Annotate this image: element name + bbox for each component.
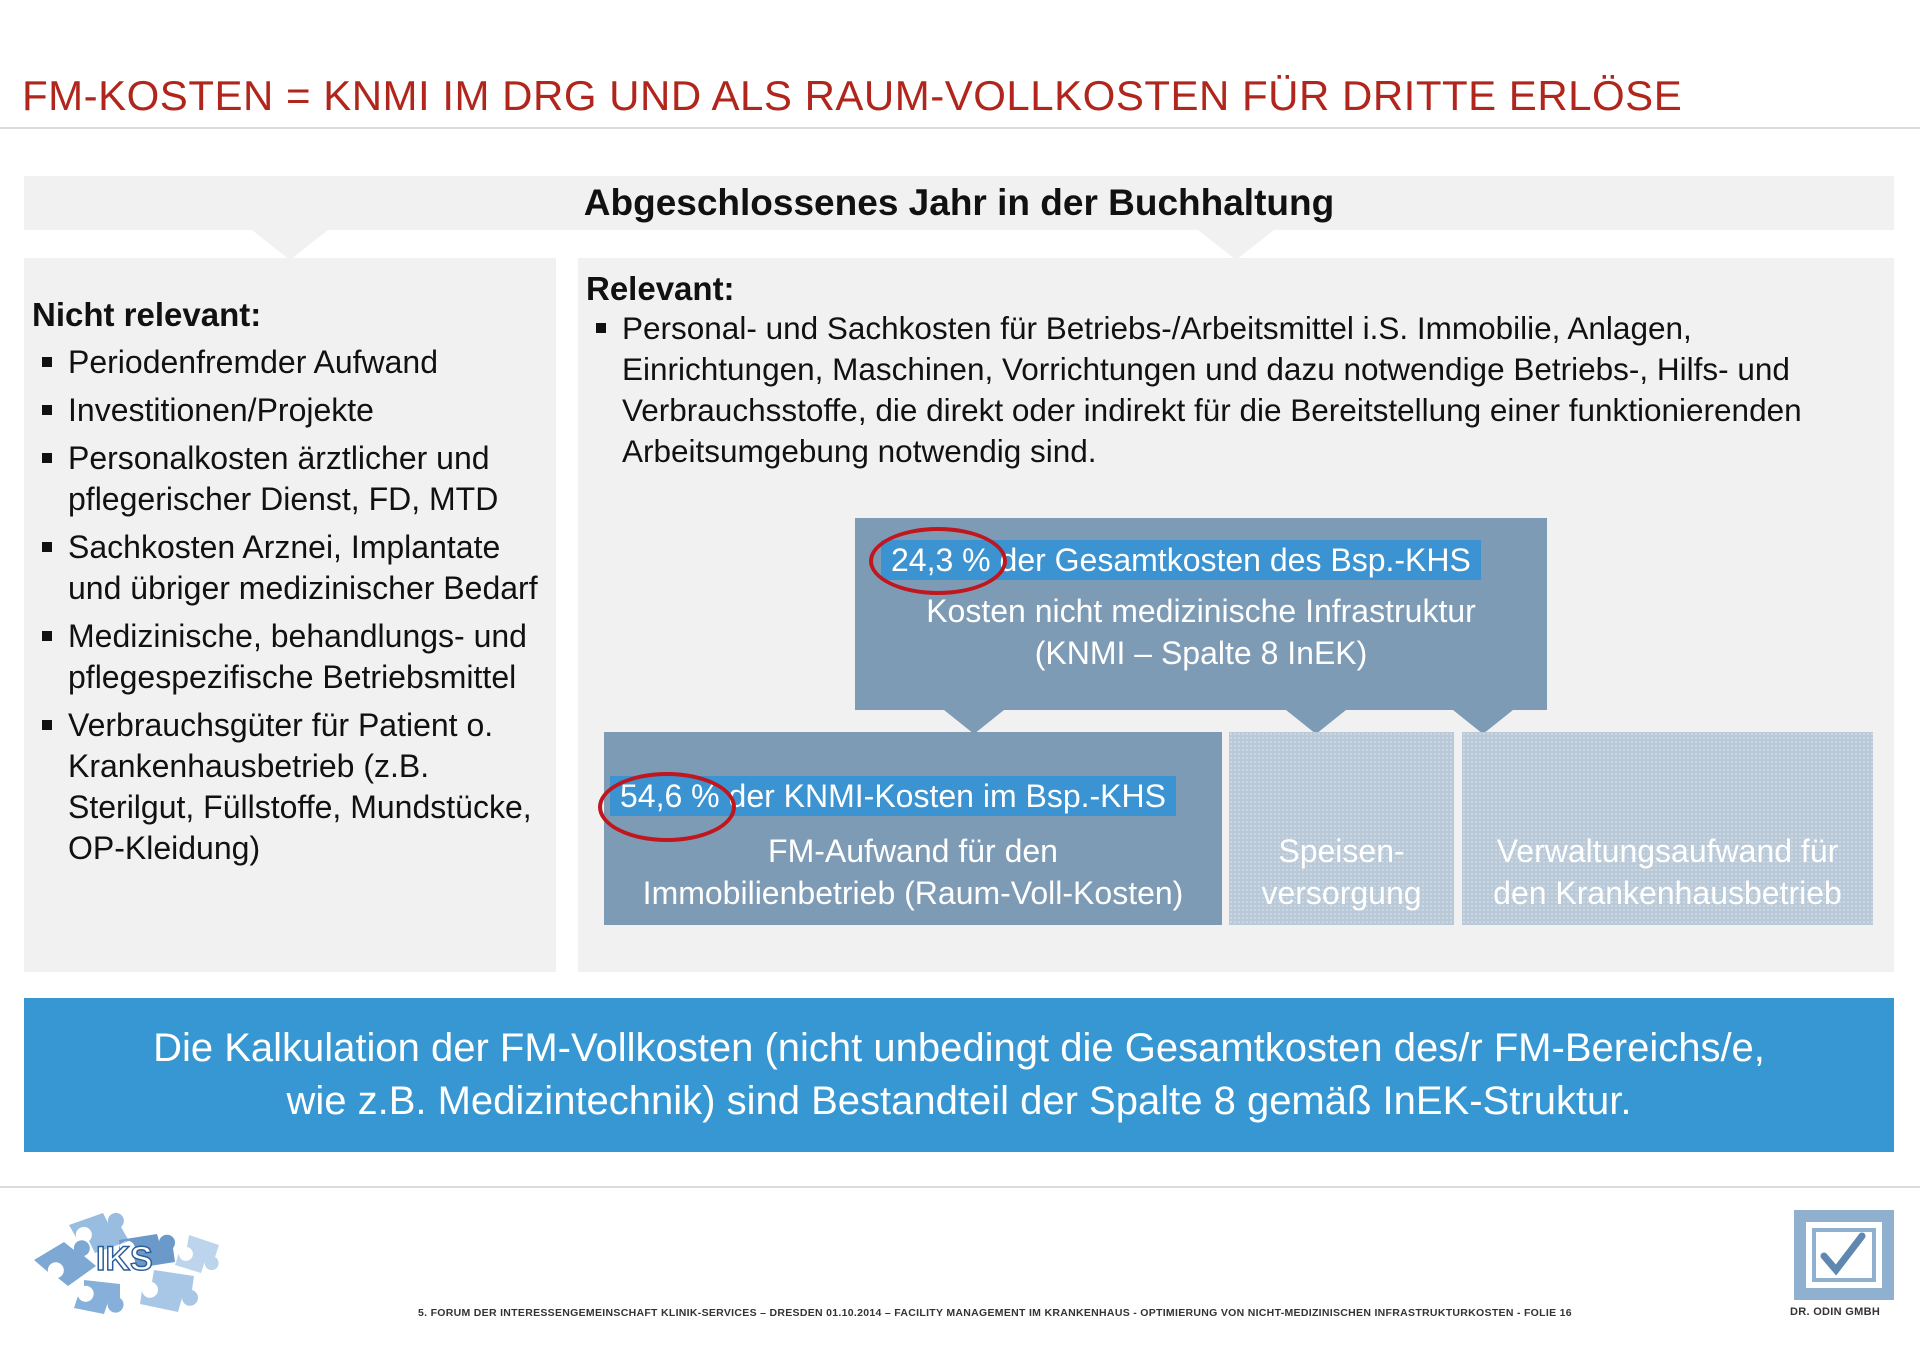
slide-title: FM-KOSTEN = KNMI IM DRG UND ALS RAUM-VOLLKOSTEN FÜR DRITTE ERLÖSE [22, 72, 1683, 119]
year-band-heading: Abgeschlossenes Jahr in der Buchhaltung [24, 176, 1894, 230]
pointer-to-fm [944, 710, 1004, 734]
conclusion-banner [24, 998, 1894, 1152]
company-name: DR. ODIN GMBH [1790, 1306, 1881, 1318]
fm-line-1: FM-Aufwand für den [768, 833, 1058, 869]
relevant-heading: Relevant: [586, 270, 735, 307]
knmi-share-highlight: 24,3 % der Gesamtkosten des Bsp.-KHS [881, 540, 1481, 580]
fm-box-description [604, 830, 1222, 914]
not-relevant-heading: Nicht relevant: [32, 296, 262, 333]
list-item: Medizinische, behandlungs- und pflegespezifische Betriebsmittel [32, 616, 552, 698]
speisen-box [1229, 732, 1454, 925]
list-item: Personalkosten ärztlicher und pflegerischer Dienst, FD, MTD [32, 438, 552, 520]
not-relevant-list [32, 342, 552, 876]
verwaltung-box-description [1462, 830, 1873, 914]
list-item: Investitionen/Projekte [32, 390, 552, 431]
odin-checkbox-logo [1788, 1206, 1900, 1306]
verwaltung-line-1: Verwaltungsaufwand für [1496, 833, 1839, 869]
relevant-list [586, 308, 1886, 479]
svg-text:IKS: IKS [96, 1240, 153, 1278]
percent-ring-knmi [869, 527, 1007, 595]
fm-line-2: Immobilienbetrieb (Raum-Voll-Kosten) [642, 875, 1184, 911]
fm-share-highlight: 54,6 % der KNMI-Kosten im Bsp.-KHS [610, 776, 1176, 816]
percent-ring-fm [598, 772, 736, 842]
pointer-to-verwaltung [1453, 710, 1513, 734]
not-relevant-panel [24, 258, 556, 972]
list-item: Personal- und Sachkosten für Betriebs-/Arbeitsmittel i.S. Immobilie, Anlagen, Einrichtungen, Maschinen, Vorrichtungen und dazu notwendige Betriebs-, Hilfs- und Verbrauchsstoffe, die direkt oder indirekt für die Bereitstellung einer funktionierenden Arbeitsumgebung notwendig sind. [586, 308, 1886, 472]
title-divider [0, 127, 1920, 129]
speisen-box-description [1229, 830, 1454, 914]
pointer-to-speise [1286, 710, 1346, 734]
conclusion-line-2: wie z.B. Medizintechnik) sind Bestandteil der Spalte 8 gemäß InEK-Struktur. [286, 1079, 1632, 1123]
verwaltung-box [1462, 732, 1873, 925]
list-item: Verbrauchsgüter für Patient o. Krankenhausbetrieb (z.B. Sterilgut, Füllstoffe, Mundstücke, OP-Kleidung) [32, 705, 552, 869]
knmi-line-2: (KNMI – Spalte 8 InEK) [1034, 635, 1368, 671]
knmi-box-description [855, 590, 1547, 674]
list-item: Periodenfremder Aufwand [32, 342, 552, 383]
knmi-line-1: Kosten nicht medizinische Infrastruktur [926, 593, 1476, 629]
speisen-line-2: versorgung [1261, 875, 1422, 911]
right-band-pointer [1198, 230, 1274, 260]
speisen-line-1: Speisen- [1278, 833, 1405, 869]
conclusion-line-1: Die Kalkulation der FM-Vollkosten (nicht unbedingt die Gesamtkosten des/r FM-Bereichs/e, [153, 1026, 1765, 1070]
left-band-pointer [252, 230, 328, 260]
footer-caption: 5. FORUM DER INTERESSENGEMEINSCHAFT KLINIK-SERVICES – DRESDEN 01.10.2014 – FACILITY MANAGEMENT IM KRANKENHAUS - OPTIMIERUNG VON NICHT-MEDIZINISCHEN INFRASTRUKTURKOSTEN - FOLIE 16 [418, 1307, 1572, 1319]
list-item: Sachkosten Arznei, Implantate und übriger medizinischer Bedarf [32, 527, 552, 609]
footer-divider [0, 1186, 1920, 1188]
iks-puzzle-logo [24, 1200, 234, 1320]
verwaltung-line-2: den Krankenhausbetrieb [1493, 875, 1842, 911]
